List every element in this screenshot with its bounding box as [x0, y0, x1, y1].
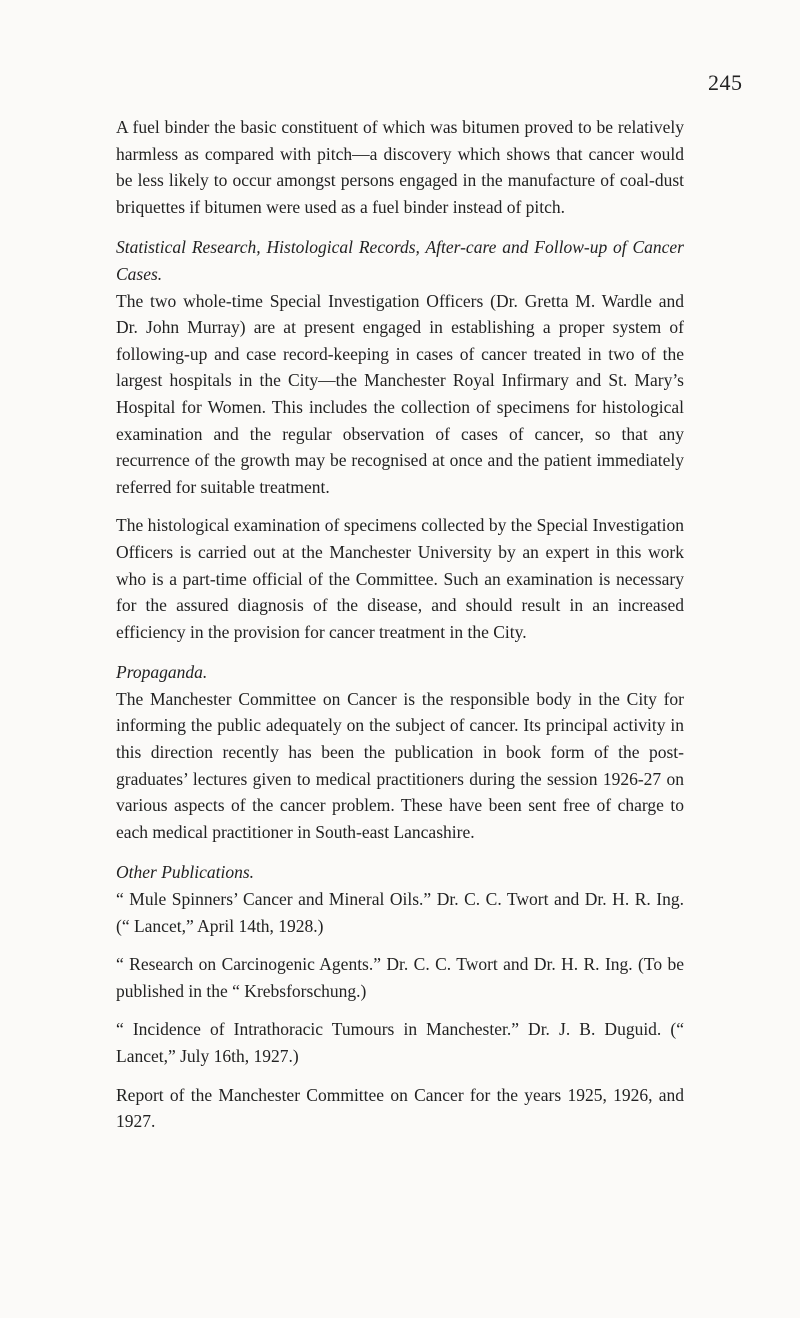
section-heading-propaganda: Propaganda.: [116, 662, 208, 683]
paragraph-statistical-research: The two whole-time Special Investigation Officers (Dr. Gretta M. Wardle and Dr. John Murray) are at present engaged in establishing a proper system of following-up and case record-keeping in cases of cancer treated in two of the largest hospitals in the City—the Manchester Royal Infirmary and St. Mary’s Hospital for Women. This includes the collection of specimens for histological examination and the regular observation of cases of cancer, so that any recurrence of the growth may be recognised at once and the patient immediately referred for suitable treatment.: [116, 290, 684, 497]
page-body: [116, 114, 684, 1135]
publication-entry: Report of the Manchester Committee on Cancer for the years 1925, 1926, and 1927.: [116, 1084, 684, 1132]
publication-entry: “ Incidence of Intrathoracic Tumours in Manchester.” Dr. J. B. Duguid. (“ Lancet,” July 16th, 1927.): [116, 1019, 684, 1066]
paragraph-propaganda: The Manchester Committee on Cancer is the responsible body in the City for informing the public adequately on the subject of cancer. Its principal activity in this direction recently has been the publication in book form of the post-graduates’ lectures given to medical practitioners during the session 1926-27 on various aspects of the cancer problem. These have been sent free of charge to each medical practitioner in South-east Lancashire.: [116, 688, 684, 842]
page-number: 245: [708, 70, 743, 95]
paragraph-histological-examination: The histological examination of specimens collected by the Special Investigation Officers is carried out at the Manchester University by an expert in this work who is a part-time official of the Committee. Such an examination is necessary for the assured diagnosis of the disease, and should result in an increased efficiency in the provision for cancer treatment in the City.: [116, 515, 684, 642]
section-heading-other-publications: Other Publications.: [116, 862, 255, 883]
publication-entry: “ Mule Spinners’ Cancer and Mineral Oils.” Dr. C. C. Twort and Dr. H. R. Ing. (“ Lancet,” April 14th, 1928.): [116, 889, 684, 936]
section-heading-statistical-research: Statistical Research, Histological Records, After-care and Follow-up of Cancer Cases.: [116, 237, 684, 284]
paragraph-fuel-binder: A fuel binder the basic constituent of which was bitumen proved to be relatively harmless as compared with pitch—a discovery which shows that cancer would be less likely to occur amongst persons engaged in the manufacture of coal-dust briquettes if bitumen were used as a fuel binder instead of pitch.: [116, 117, 684, 217]
publication-entry: “ Research on Carcinogenic Agents.” Dr. C. C. Twort and Dr. H. R. Ing. (To be published in the “ Krebsforschung.): [116, 954, 684, 1001]
